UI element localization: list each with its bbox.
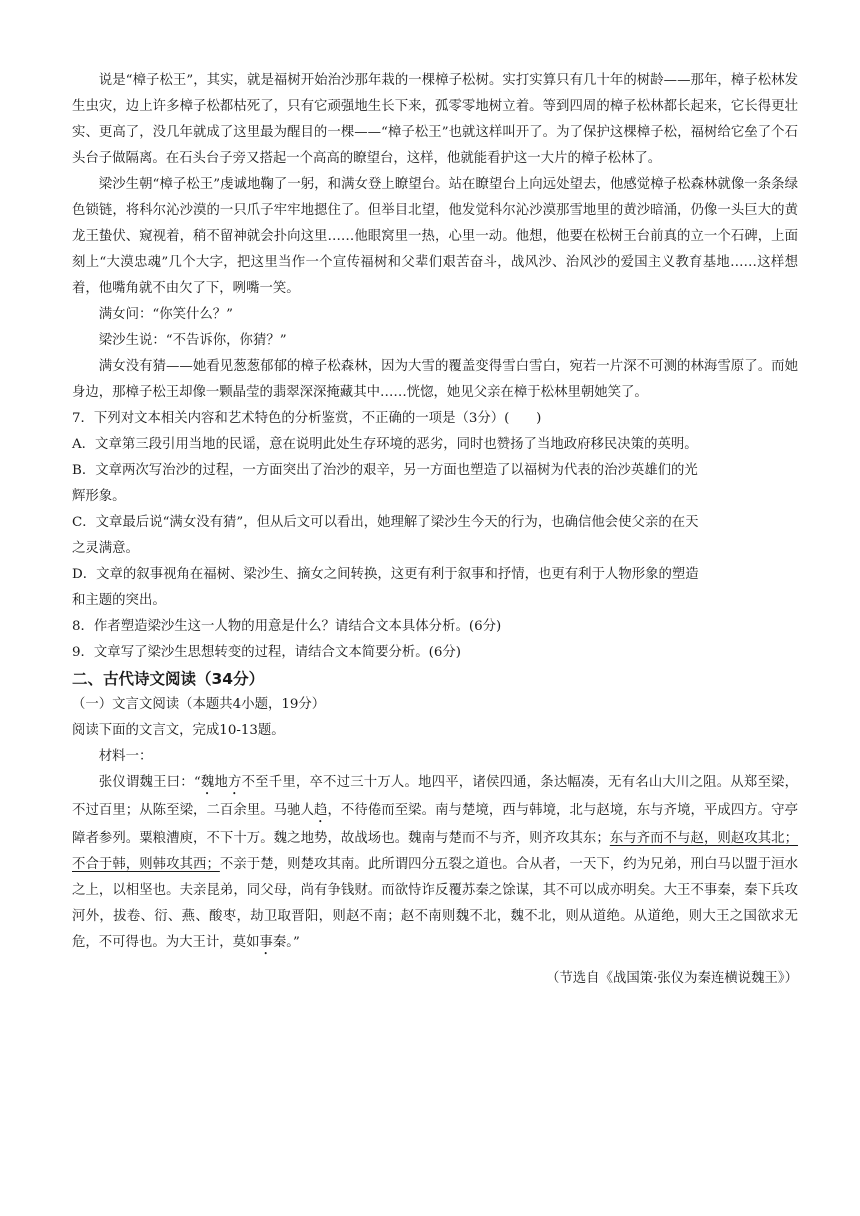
material-one-text: 张仪谓魏王曰：“魏地方不至千里，卒不过三十万人。地四平，诸侯四通，条达幅凑，无有名山大川之阻。从郑至梁，不过百里；从陈至梁，二百余里。马驰人趋，不待倦而至梁。南与楚境，西与韩境，北与赵境，东与齐境，平成四方。守亭障者参列。粟粮漕庾，不下十万。魏之地势，故战场也。魏南与楚而不与齐，则齐攻其东；东与齐而不与赵，则赵攻其北；不合于韩，则韩攻其西；不亲于楚，则楚攻其南。此所谓四分五裂之道也。合从者，一天下，约为兄弟，刑白马以盟于洹水之上，以相坚也。夫亲昆弟，同父母，尚有争钱财。而欲恃诈反覆苏秦之馀谋，其不可以成亦明矣。大王不事秦，秦下兵攻河外，拔卷、衍、燕、酸枣，劫卫取晋阳，则赵不南；赵不南则魏不北，魏不北，则从道绝。从道绝，则大王之国欲求无危，不可得也。为大王计，莫如事秦。” — [72, 775, 799, 950]
source-citation: （节选自《战国策·张仪为秦连横说魏王》） — [546, 971, 798, 986]
passage-paragraph-5: 满女没有猜——她看见葱葱郁郁的樟子松森林，因为大雪的覆盖变得雪白雪白，宛若一片深不可测的林海雪原了。而她身边，那樟子松王却像一颗晶莹的翡翠深深掩藏其中……恍惚，她见父亲在樟于松林里朝她笑了。 — [72, 359, 798, 400]
passage-paragraph-3: 满女问：“你笑什么？” — [98, 307, 234, 322]
emphasis-char: 趋 — [314, 803, 328, 818]
question-8: 8．作者塑造梁沙生这一人物的用意是什么？请结合文本具体分析。(6分) — [72, 619, 502, 634]
emphasis-char: 方 — [228, 775, 242, 790]
option-d: D．文章的叙事视角在福树、梁沙生、摘女之间转换，这更有利于叙事和抒情，也更有利于人物形象的塑造和主题的突出。 — [72, 567, 699, 608]
passage-paragraph-2: 梁沙生朝“樟子松王”虔诚地鞠了一躬，和满女登上瞭望台。站在瞭望台上向远处望去，他感觉樟子松森林就像一条条绿色锁链，将科尔沁沙漠的一只爪子牢牢地摁住了。但举目北望，他发觉科尔沁沙漠那雪地里的黄沙暗涌，仍像一头巨大的黄龙王蛰伏、窥视着，稍不留神就会扑向这里……他眼窝里一热，心里一动。他想，他要在松树王台前真的立一个石碑，上面刻上“大漠忠魂”几个大字，把这里当作一个宣传福树和父辈们艰苦奋斗，战风沙、治风沙的爱国主义教育基地……这样想着，他嘴角就不由欠了下，咧嘴一笑。 — [72, 177, 798, 296]
reading-instruction: 阅读下面的文言文，完成10-13题。 — [72, 723, 285, 738]
underlined-sentence: 东与齐而不与赵，则赵攻其北；不合于韩，则韩攻其西； — [72, 831, 799, 872]
emphasis-char: 魏 — [200, 775, 215, 790]
section-2-title: 二、古代诗文阅读（34分） — [72, 670, 265, 688]
section-2-subtitle: （一）文言文阅读（本题共4小题，19分） — [72, 697, 326, 712]
material-label: 材料一： — [98, 749, 153, 764]
passage-paragraph-4: 梁沙生说：“不告诉你，你猜？” — [98, 333, 287, 348]
emphasis-char: 事 — [259, 935, 273, 950]
option-b: B．文章两次写治沙的过程，一方面突出了治沙的艰辛，另一方面也塑造了以福树为代表的治沙英雄们的光辉形象。 — [72, 463, 698, 504]
document-page — [72, 68, 798, 992]
option-c: C．文章最后说“满女没有猜”，但从后文可以看出，她理解了梁沙生今天的行为，也确信他会使父亲的在天之灵满意。 — [72, 515, 699, 556]
option-a: A．文章第三段引用当地的民谣，意在说明此处生存环境的恶劣，同时也赞扬了当地政府移民决策的英明。 — [72, 437, 698, 452]
passage-paragraph-1: 说是“樟子松王”，其实，就是福树开始治沙那年栽的一棵樟子松树。实打实算只有几十年的树龄——那年，樟子松林发生虫灾，边上许多樟子松都枯死了，只有它顽强地生长下来，孤零零地树立着。等到四周的樟子松林都长起来，它长得更壮实、更高了，没几年就成了这里最为醒目的一棵——“樟子松王”也就这样叫开了。为了保护这棵樟子松，福树给它垒了个石头台子做隔离。在石头台子旁又搭起一个高高的瞭望台，这样，他就能看护这一大片的樟子松林了。 — [72, 73, 798, 166]
question-9: 9．文章写了梁沙生思想转变的过程，请结合文本简要分析。(6分) — [72, 645, 462, 660]
question-7: 7．下列对文本相关内容和艺术特色的分析鉴赏，不正确的一项是（3分）( ) — [72, 411, 542, 426]
